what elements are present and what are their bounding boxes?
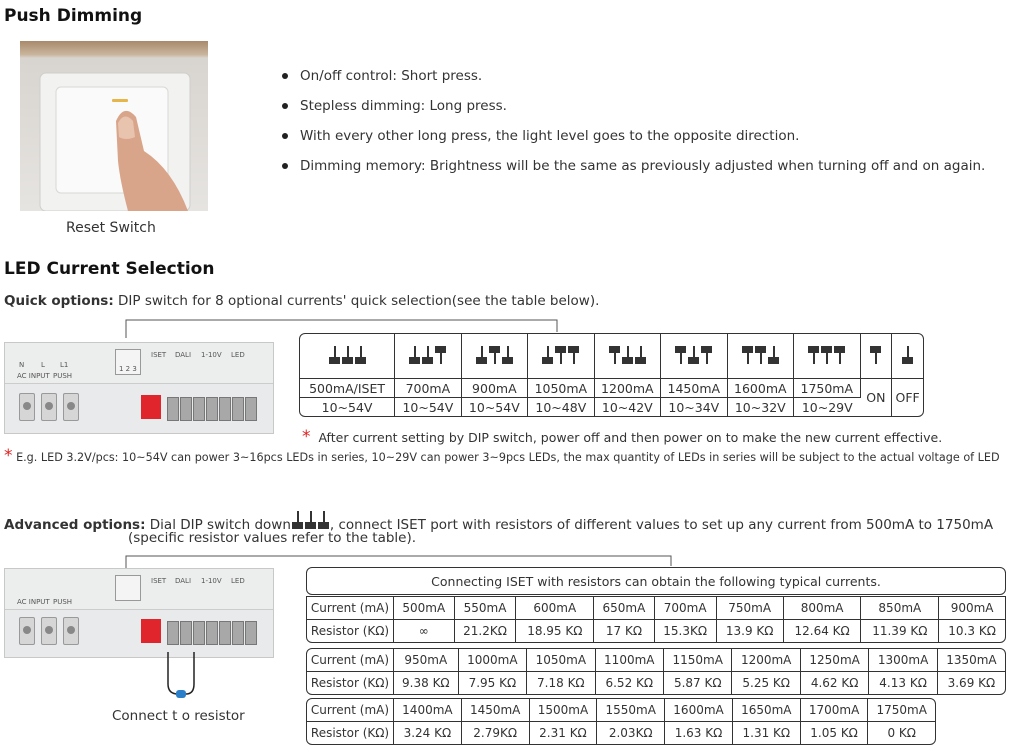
asterisk-icon: * — [4, 446, 13, 466]
resistor-block-3 — [306, 698, 936, 745]
resistor-cell: 10.3 KΩ — [939, 619, 1005, 642]
note-after-setting: * After current setting by DIP switch, power off and then power on to make the new current effective. — [302, 427, 943, 447]
current-cell: 1200mA — [595, 378, 661, 397]
resistor-cell: 6.52 KΩ — [596, 671, 664, 694]
advanced-options-line2: (specific resistor values refer to the table). — [128, 530, 417, 546]
switch-up-icon — [435, 346, 446, 364]
voltage-cell: 10~42V — [595, 397, 661, 416]
resistor-cell: 2.31 KΩ — [530, 721, 598, 744]
photo-caption: Reset Switch — [66, 220, 156, 236]
current-cell: 1050mA — [528, 378, 594, 397]
resistor-cell: 1.05 KΩ — [801, 721, 869, 744]
current-cell: 700mA — [655, 597, 717, 619]
current-cell: 550mA — [455, 597, 517, 619]
resistor-cell: 7.95 KΩ — [459, 671, 527, 694]
current-cell: 1450mA — [462, 699, 530, 721]
switch-photo — [20, 41, 208, 211]
resistor-block-1 — [306, 596, 1006, 643]
current-cell: 1250mA — [801, 649, 869, 671]
resistor-cell: 4.13 KΩ — [869, 671, 937, 694]
current-cell: 900mA — [462, 378, 528, 397]
advanced-options-label: Advanced options: — [4, 517, 146, 533]
current-cell: 750mA — [717, 597, 784, 619]
current-cell: 1650mA — [733, 699, 801, 721]
driver-device-bottom: AC INPUT PUSH ISET DALI 1-10V LED — [4, 568, 274, 658]
dip-pattern-cell — [300, 334, 395, 378]
dip-pattern-cell — [661, 334, 727, 378]
quick-options-label: Quick options: — [4, 293, 114, 309]
current-cell: 1500mA — [530, 699, 598, 721]
resistor-cell: 7.18 KΩ — [527, 671, 595, 694]
resistor-cell: 3.24 KΩ — [394, 721, 462, 744]
current-cell: 500mA — [394, 597, 455, 619]
resistor-cell: 4.62 KΩ — [801, 671, 869, 694]
resistor-cell: 2.03KΩ — [597, 721, 665, 744]
resistor-icon — [160, 652, 204, 700]
current-cell: 650mA — [594, 597, 655, 619]
resistor-label: Resistor (KΩ) — [307, 619, 394, 642]
resistor-cell: 5.87 KΩ — [664, 671, 732, 694]
bullet-item: Dimming memory: Brightness will be the same as previously adjusted when turning off and on again. — [280, 156, 985, 186]
resistor-cell: 21.2KΩ — [455, 619, 517, 642]
current-cell: 1750mA — [794, 378, 860, 397]
current-label: Current (mA) — [307, 699, 394, 721]
current-cell: 1000mA — [459, 649, 527, 671]
current-cell: 1150mA — [664, 649, 732, 671]
driver-device-top: N L L1 AC INPUT PUSH 1 2 3 ISET DALI 1-10V LED — [4, 342, 274, 434]
current-cell: 850mA — [861, 597, 939, 619]
bullet-item: With every other long press, the light level goes to the opposite direction. — [280, 126, 985, 156]
dip-pattern-cell — [395, 334, 461, 378]
resistor-cell: 12.64 KΩ — [784, 619, 862, 642]
asterisk-icon: * — [302, 427, 311, 447]
switch-down-icon — [355, 346, 366, 364]
resistor-cell: 2.79KΩ — [462, 721, 530, 744]
resistor-label: Resistor (KΩ) — [307, 721, 394, 744]
current-cell: 1300mA — [869, 649, 937, 671]
resistor-cell: 5.25 KΩ — [732, 671, 800, 694]
advanced-options-line: Advanced options: Dial DIP switch down , connect ISET port with resistors of different values to set up any current from 500mA to 1750mA — [4, 511, 993, 533]
resistor-cell: 17 KΩ — [594, 619, 655, 642]
current-label: Current (mA) — [307, 597, 394, 619]
resistor-table-title: Connecting ISET with resistors can obtain the following typical currents. — [431, 573, 881, 589]
current-cell: 950mA — [394, 649, 459, 671]
resistor-cell: ∞ — [394, 619, 455, 642]
dip-pattern-cell — [595, 334, 661, 378]
voltage-cell: 10~48V — [528, 397, 594, 416]
switch-down-icon — [342, 346, 353, 364]
resistor-title-box — [306, 567, 1006, 595]
resistor-cell: 1.63 KΩ — [665, 721, 733, 744]
push-bullet-list — [280, 66, 985, 186]
current-cell: 700mA — [395, 378, 461, 397]
current-cell: 800mA — [784, 597, 862, 619]
resistor-block-2 — [306, 648, 1006, 695]
resistor-cell: 0 KΩ — [868, 721, 935, 744]
resistor-cell: 13.9 KΩ — [717, 619, 784, 642]
dip-on-icon-cell — [861, 334, 893, 378]
on-label: ON — [861, 378, 893, 416]
current-label: Current (mA) — [307, 649, 394, 671]
led-current-heading: LED Current Selection — [4, 259, 215, 279]
dip-pattern-cell — [728, 334, 794, 378]
current-cell: 1700mA — [801, 699, 869, 721]
voltage-cell: 10~54V — [462, 397, 528, 416]
voltage-cell: 10~54V — [395, 397, 461, 416]
current-cell: 1600mA — [665, 699, 733, 721]
resistor-label: Resistor (KΩ) — [307, 671, 394, 694]
dip-switch-table — [299, 333, 924, 417]
switch-down-icon — [292, 511, 303, 529]
dip-pattern-cell — [462, 334, 528, 378]
resistor-cell: 9.38 KΩ — [394, 671, 459, 694]
note-example: * E.g. LED 3.2V/pcs: 10~54V can power 3~16pcs LEDs in series, 10~29V can power 3~9pcs LEDs, the max quantity of LEDs in series will be subject to the actual voltage of LED — [4, 446, 1000, 466]
current-cell: 900mA — [950, 601, 994, 615]
current-cell: 1450mA — [661, 378, 727, 397]
push-dimming-heading: Push Dimming — [4, 6, 143, 26]
current-cell: 1200mA — [732, 649, 800, 671]
dip-off-icon-cell — [892, 334, 923, 378]
current-cell: 1350mA — [946, 653, 997, 667]
resistor-cell: 18.95 KΩ — [516, 619, 594, 642]
quick-options-line — [4, 293, 599, 309]
current-cell: 1600mA — [728, 378, 794, 397]
resistor-cell: 11.39 KΩ — [861, 619, 939, 642]
dip-pattern-cell — [528, 334, 594, 378]
current-cell: 1400mA — [394, 699, 462, 721]
voltage-cell: 10~34V — [661, 397, 727, 416]
voltage-cell: 10~32V — [728, 397, 794, 416]
off-label: OFF — [892, 378, 923, 416]
resistor-cell: 15.3KΩ — [655, 619, 717, 642]
current-cell: 1050mA — [527, 649, 595, 671]
bullet-item: On/off control: Short press. — [280, 66, 985, 96]
current-cell: 600mA — [516, 597, 594, 619]
voltage-cell: 10~54V — [300, 397, 395, 416]
current-cell: 1550mA — [597, 699, 665, 721]
voltage-cell: 10~29V — [794, 397, 860, 416]
current-cell: 1750mA — [876, 703, 927, 717]
switch-down-icon — [329, 346, 340, 364]
current-cell: 1100mA — [596, 649, 664, 671]
bullet-item: Stepless dimming: Long press. — [280, 96, 985, 126]
resistor-cell: 1.31 KΩ — [733, 721, 801, 744]
quick-options-text: DIP switch for 8 optional currents' quick selection(see the table below). — [113, 293, 600, 309]
connect-resistor-caption: Connect t o resistor — [112, 708, 245, 724]
resistor-cell: 3.69 KΩ — [938, 671, 1005, 694]
current-cell: 500mA/ISET — [300, 378, 395, 397]
dip-pattern-cell — [794, 334, 860, 378]
